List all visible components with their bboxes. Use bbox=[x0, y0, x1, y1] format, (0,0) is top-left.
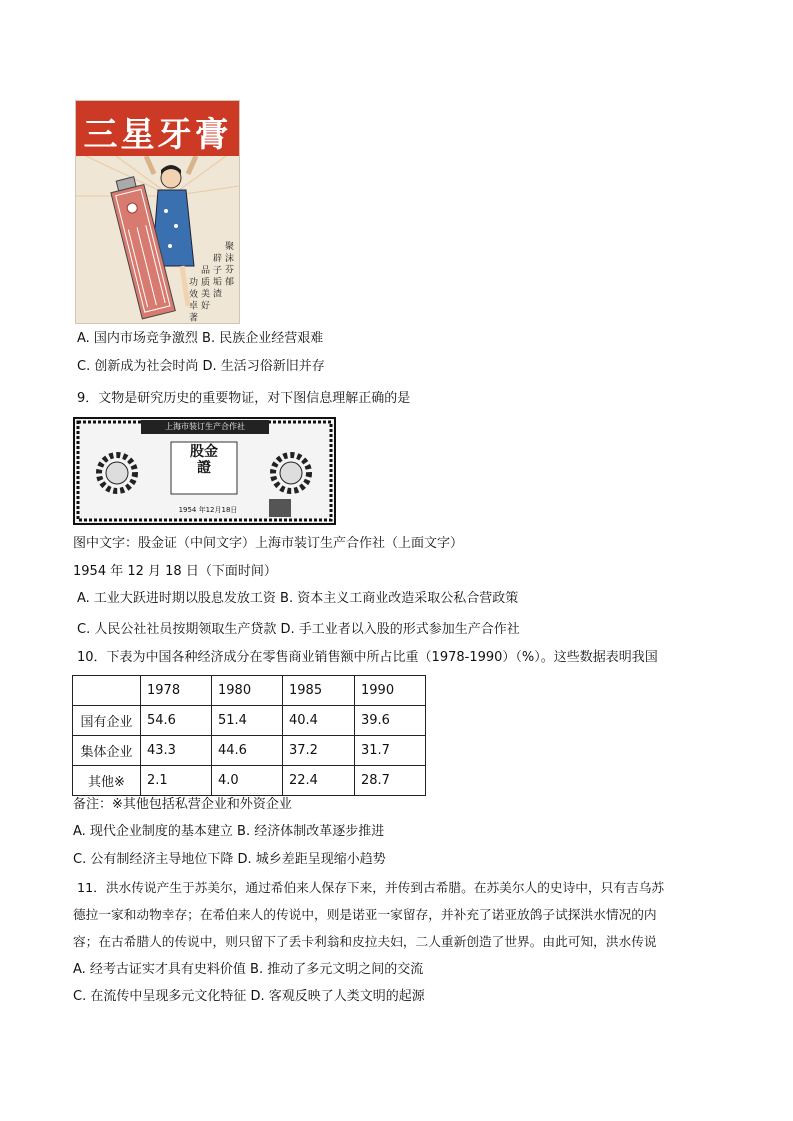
q8-option-cd: C. 创新成为社会时尚 D. 生活习俗新旧并存 bbox=[77, 359, 325, 374]
table-cell: 4.0 bbox=[212, 766, 283, 796]
table-cell: 40.4 bbox=[283, 706, 355, 736]
poster-title: 三星牙膏 bbox=[83, 115, 232, 155]
table-cell: 43.3 bbox=[141, 736, 212, 766]
q10-note: 备注：※其他包括私营企业和外资企业 bbox=[73, 797, 292, 812]
q11-stem-line1: 11．洪水传说产生于苏美尔，通过希伯来人保存下来，并传到古希腊。在苏美尔人的史诗中，只有吉乌苏 bbox=[77, 880, 665, 895]
q11-option-cd: C. 在流传中呈现多元文化特征 D. 客观反映了人类文明的起源 bbox=[73, 989, 425, 1004]
q9-note-line2: 1954 年 12 月 18 日（下面时间） bbox=[73, 564, 277, 579]
table-cell: 37.2 bbox=[283, 736, 355, 766]
table-row bbox=[73, 736, 426, 766]
table-header-cell: 1978 bbox=[141, 676, 212, 706]
table-cell: 31.7 bbox=[355, 736, 426, 766]
table-row bbox=[73, 766, 426, 796]
q11-stem-line3: 容；在古希腊人的传说中，则只留下了丢卡利翁和皮拉夫妇，二人重新创造了世界。由此可知，洪水传说 bbox=[73, 934, 657, 949]
poster-caption-col2: 辟 子 垢 渣 bbox=[211, 253, 221, 298]
certificate-top-text: 上海市装订生产合作社 bbox=[165, 422, 245, 431]
q10-stem: 10．下表为中国各种经济成分在零售商业销售额中所占比重（1978-1990）（%）。这些数据表明我国 bbox=[77, 650, 658, 665]
q9-note-line1: 图中文字：股金证（中间文字）上海市装订生产合作社（上面文字） bbox=[73, 536, 464, 551]
q9-stem: 9．文物是研究历史的重要物证，对下图信息理解正确的是 bbox=[77, 391, 411, 406]
q9-option-ab: A. 工业大跃进时期以股息发放工资 B. 资本主义工商业改造采取公私合营政策 bbox=[77, 591, 519, 606]
certificate-center-text: 股金證 bbox=[190, 444, 218, 476]
q10-option-cd: C. 公有制经济主导地位下降 D. 城乡差距呈现缩小趋势 bbox=[73, 852, 386, 867]
table-cell: 2.1 bbox=[141, 766, 212, 796]
q10-data-table bbox=[72, 675, 426, 796]
table-row-label: 集体企业 bbox=[73, 736, 141, 766]
poster-caption-col3: 品 质 美 好 bbox=[199, 265, 209, 310]
q11-option-ab: A. 经考古证实才具有史料价值 B. 推动了多元文明之间的交流 bbox=[73, 962, 424, 977]
table-header-cell bbox=[73, 676, 141, 706]
table-row-label: 国有企业 bbox=[73, 706, 141, 736]
table-cell: 44.6 bbox=[212, 736, 283, 766]
q10-option-ab: A. 现代企业制度的基本建立 B. 经济体制改革逐步推进 bbox=[73, 824, 385, 839]
table-cell: 51.4 bbox=[212, 706, 283, 736]
table-cell: 39.6 bbox=[355, 706, 426, 736]
share-certificate-image bbox=[73, 417, 336, 525]
table-header-cell: 1985 bbox=[283, 676, 355, 706]
q9-option-cd: C. 人民公社社员按期领取生产贷款 D. 手工业者以入股的形式参加生产合作社 bbox=[77, 622, 520, 637]
table-cell: 22.4 bbox=[283, 766, 355, 796]
certificate-date-text: 1954 年12月18日 bbox=[178, 506, 238, 514]
table-header-row bbox=[73, 676, 426, 706]
table-header-cell: 1980 bbox=[212, 676, 283, 706]
table-row bbox=[73, 706, 426, 736]
q8-option-ab: A. 国内市场竞争激烈 B. 民族企业经营艰难 bbox=[77, 331, 324, 346]
toothpaste-poster-image bbox=[75, 100, 240, 324]
table-row-label: 其他※ bbox=[73, 766, 141, 796]
poster-caption-col1: 聚 沫 芬 郁 bbox=[223, 241, 233, 286]
q11-stem-line2: 德拉一家和动物幸存；在希伯来人的传说中，则是诺亚一家留存，并补充了诺亚放鸽子试探洪水情况的内 bbox=[73, 907, 657, 922]
poster-caption-col4: 功 效 卓 著 bbox=[187, 277, 197, 322]
table-header-cell: 1990 bbox=[355, 676, 426, 706]
table-cell: 28.7 bbox=[355, 766, 426, 796]
table-cell: 54.6 bbox=[141, 706, 212, 736]
